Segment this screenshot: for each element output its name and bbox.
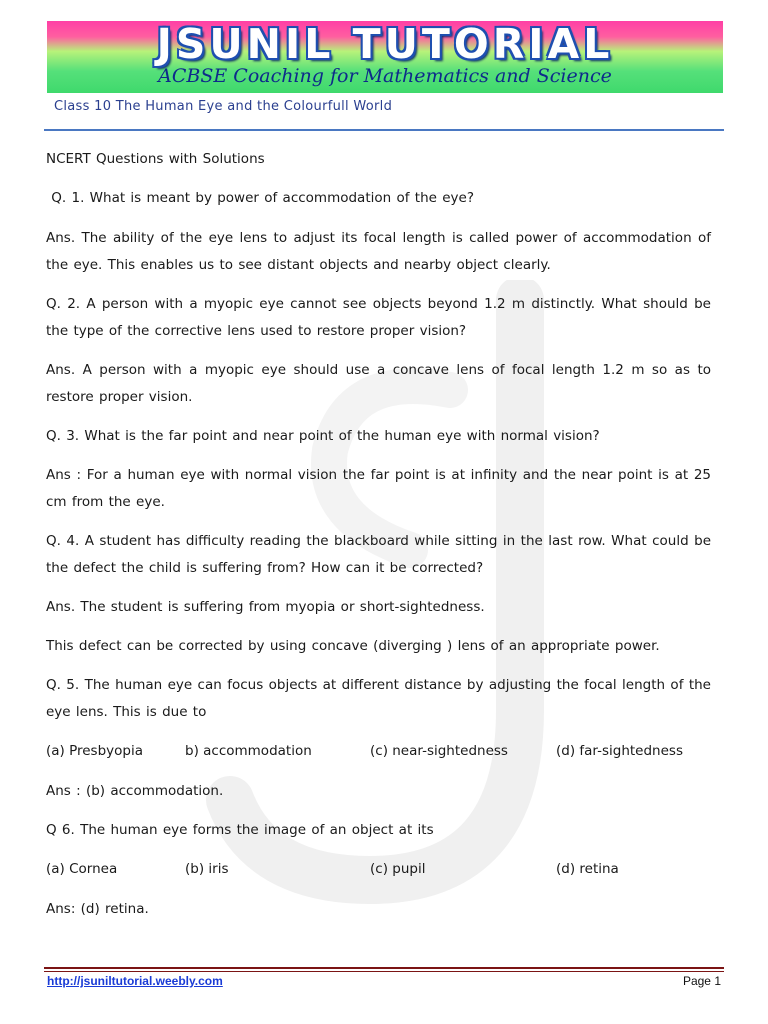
answer-4-correction: This defect can be corrected by using concave (diverging ) lens of an appropriate power.	[46, 638, 660, 654]
question-4: Q. 4. A student has difficulty reading the blackboard while sitting in the last row. What could be the defect the child is suffering from? How can it be corrected?	[46, 533, 711, 576]
q6-option-a: (a) Cornea	[46, 861, 118, 877]
section-heading: NCERT Questions with Solutions	[46, 151, 265, 167]
question-6-options	[46, 856, 711, 883]
q6-option-d: (d) retina	[556, 861, 619, 877]
q5-option-c: (c) near-sightedness	[370, 743, 508, 759]
q5-option-a: (a) Presbyopia	[46, 743, 144, 759]
header-divider	[44, 129, 724, 131]
q5-option-d: (d) far-sightedness	[556, 743, 683, 759]
question-5: Q. 5. The human eye can focus objects at different distance by adjusting the focal length of the eye lens. This is due to	[46, 677, 711, 720]
q5-option-b: b) accommodation	[185, 743, 312, 759]
footer-divider-thin	[44, 971, 724, 972]
q6-option-c: (c) pupil	[370, 861, 426, 877]
footer-divider	[44, 967, 724, 969]
answer-2: Ans. A person with a myopic eye should use a concave lens of focal length 1.2 m so as to restore proper vision.	[46, 362, 711, 405]
header-banner	[47, 21, 723, 93]
q6-option-b: (b) iris	[185, 861, 229, 877]
answer-4: Ans. The student is suffering from myopia or short-sightedness.	[46, 599, 485, 615]
document-body	[46, 146, 711, 923]
question-3: Q. 3. What is the far point and near point of the human eye with normal vision?	[46, 428, 600, 444]
website-link[interactable]: http://jsuniltutorial.weebly.com	[47, 974, 223, 988]
answer-5: Ans : (b) accommodation.	[46, 783, 224, 799]
answer-3: Ans : For a human eye with normal vision the far point is at infinity and the near point is at 25 cm from the eye.	[46, 467, 711, 510]
question-6: Q 6. The human eye forms the image of an object at its	[46, 822, 434, 838]
answer-6: Ans: (d) retina.	[46, 901, 149, 917]
question-5-options	[46, 738, 711, 765]
document-title: Class 10 The Human Eye and the Colourfull World	[54, 99, 393, 114]
question-1: Q. 1. What is meant by power of accommodation of the eye?	[46, 190, 474, 206]
question-2: Q. 2. A person with a myopic eye cannot see objects beyond 1.2 m distinctly. What should be the type of the corrective lens used to restore proper vision?	[46, 296, 711, 339]
page-number: Page 1	[682, 974, 721, 988]
banner-title: JSUNIL TUTORIAL	[156, 21, 614, 68]
answer-1: Ans. The ability of the eye lens to adjust its focal length is called power of accommodation of the eye. This enables us to see distant objects and nearby object clearly.	[46, 230, 711, 273]
banner-subtitle: ACBSE Coaching for Mathematics and Science	[158, 65, 612, 87]
